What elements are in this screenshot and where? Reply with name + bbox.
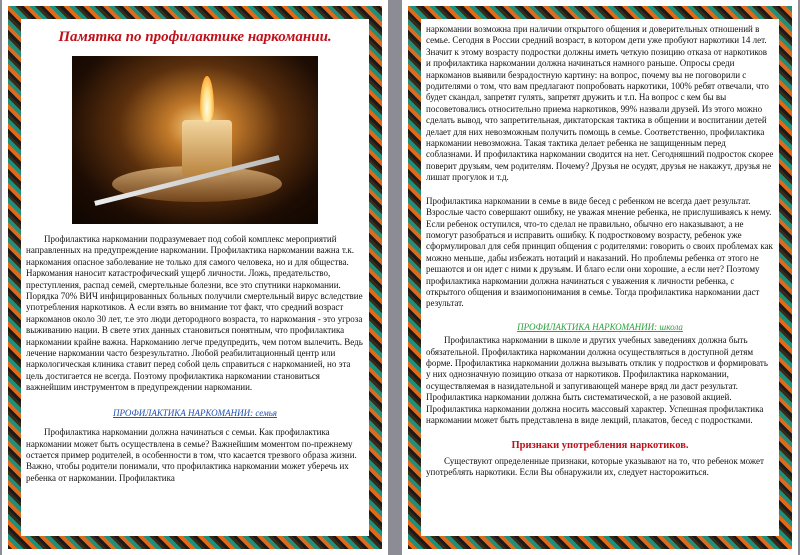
page-content [26,24,364,535]
section-heading-school: ПРОФИЛАКТИКА НАРКОМАНИИ: школа [517,321,683,332]
page-title: Памятка по профилактике наркомании. [58,29,332,45]
candle-syringe-photo [72,56,318,224]
document-page-right [402,0,798,555]
signs-paragraph: Существуют определенные признаки, которые указывают на то, что ребенок может употреблять наркотики. Если Вы обнаружили их, следует насторожиться. [426,455,764,478]
school-paragraph: Профилактика наркомании в школе и других учебных заведениях должна быть обязательной. Профилактика наркомании должна осуществляться в доступной детям форме. Профилактика наркомании должна вызывать отклик у подростков и формировать у них однозначную позицию отказа от наркотиков. Профилактика наркомании, осуществляемая в назидательной и запугивающей манере вряд ли даст результат. Профилактика наркомании должна быть систематической, а не разовой акцией. Профилактика наркомании должна носить массовый характер. Успешная профилактика наркомании может быть представлена в виде лекций, плакатов, бесед с подростками. [426,335,768,425]
document-page-left [2,0,388,555]
section-heading-family: ПРОФИЛАКТИКА НАРКОМАНИИ: семья [113,407,277,418]
family-conversation-paragraph: Профилактика наркомании в семье в виде бесед с ребенком не всегда дает результат. Взрослые часто совершают ошибку, не уважая мнение ребенка, не прислушиваясь к нему. Если ребенок оступился, что-то сделал не правильно, обычно его наказывают, а не помогут разобраться и исправить ошибку. К подростковому возрасту, ребенок уже сформулировал для себя принцип общения с родителями: говорить о своих проблемах как можно меньше, дабы избежать нотаций и наказаний. Но проблемы ребенка от этого не решаются и он идет с ними к друзьям. И благо если они хорошие, а если нет? Поэтому профилактика наркомании должна начинаться с уважения к личности ребенка, с открытого общения и взаимопонимания в семье. Тогда профилактика наркомании даст результат. [426,195,773,309]
intro-paragraph: Профилактика наркомании подразумевает под собой комплекс мероприятий направленных на предупреждение наркомании. Профилактика наркомании важна т.к. наркомания опасное заболевание не только для самого человека, но и для общества. Наркомания наносит катастрофический ущерб личности. Ложь, предательство, преступления, распад семей, смертельные болезни, все это спутники наркомании. Порядка 70% ВИЧ инфицированных больных получили смертельный вирус вследствие употребления наркотиков. А если взять во внимание тот факт, что средний возраст наркоманов около 30 лет, т.е это люди детородного возраста, то наркомания - это угроза выживанию нации. В свете этих данных становиться понятным, что профилактика наркомании крайне важна. Наркоманию легче предупредить, чем потом вылечить. Ведь лечение наркомании часто безрезультатно. Любой реабилитационный центр или наркологическая клиника ставит перед собой цель справиться с наркоманией, но эта цель достигается не всегда. Поэтому профилактика наркомании становиться важнейшим инструментом в предупреждении наркомании. [26,234,363,393]
page-content [426,24,774,535]
family-paragraph-continued: наркомании возможна при наличии открытого общения и доверительных отношений в семье. Сегодня в России средний возраст, в котором дети уже пробуют наркотики 14 лет. Значит к этому возрасту подростки должны иметь четкую позицию отказа от наркотиков и профилактика наркомании должна начинаться намного раньше. Опросы среди наркоманов выявили безрадостную картину: на вопрос, почему вы не поговорили с родителями о том, что вам предлагают попробовать наркотики, 100% ребят отвечали, что будет скандал, запретят гулять, запретят дружить и т.п. На вопрос с кем бы вы посоветовались относительно приема наркотиков, 99% назвали друзей. Из этого можно сделать вывод, что запретительная, диктаторская тактика в общении и воспитании детей делает для них невозможным получить помощь в семье. Соответственно, профилактика наркомании невозможна. Такая тактика делает ребенка не защищенным перед соблазнами. И профилактика наркомании сводится на нет. Сегодняшний подросток скорее поверит друзьям, чем родителям. Почему? Друзья не осудят, друзья не накажут, друзья не лишат прогулок и т.д. [426,24,774,183]
flame-shape [200,76,214,122]
signs-heading: Признаки употребления наркотиков. [511,440,689,452]
family-paragraph: Профилактика наркомании должна начинаться с семьи. Как профилактика наркомании может быть осуществлена в семье? Важнейшим моментом по-прежнему остается пример родителей, в особенности в том, что касается трезвого образа жизни. Важно, чтобы родители понимали, что профилактика наркомании может уберечь их ребенка от наркомании. Профилактика [26,427,357,483]
